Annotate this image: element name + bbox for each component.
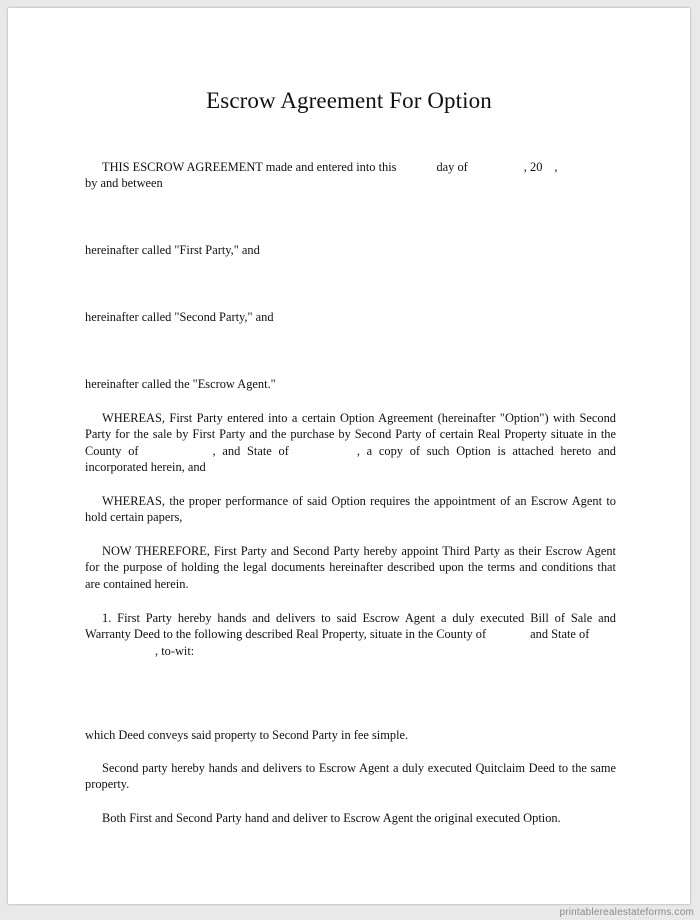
item-1-paragraph: 1. First Party hereby hands and delivers to said Escrow Agent a duly executed Bill of Sale and Warranty Deed to the following described Real Property, situate in the County of and State of , to-wit: bbox=[85, 611, 616, 658]
opening-paragraph: THIS ESCROW AGREEMENT made and entered into this day of , 20 , by and between bbox=[85, 160, 558, 191]
both-parties-paragraph: Both First and Second Party hand and deliver to Escrow Agent the original executed Option. bbox=[102, 811, 561, 825]
second-party-line: hereinafter called "Second Party," and bbox=[85, 310, 274, 324]
document-page bbox=[8, 8, 690, 904]
whereas-paragraph-2: WHEREAS, the proper performance of said Option requires the appointment of an Escrow Agent to hold certain papers, bbox=[85, 494, 616, 525]
escrow-agent-line: hereinafter called the "Escrow Agent." bbox=[85, 377, 276, 391]
now-therefore-paragraph: NOW THEREFORE, First Party and Second Party hereby appoint Third Party as their Escrow Agent for the purpose of holding the legal documents hereinafter described upon the terms and conditions that are contained herein. bbox=[85, 544, 616, 591]
first-party-line: hereinafter called "First Party," and bbox=[85, 243, 260, 257]
document-title: Escrow Agreement For Option bbox=[206, 88, 492, 113]
source-watermark: printablerealestateforms.com bbox=[559, 907, 694, 918]
quitclaim-paragraph: Second party hereby hands and delivers to Escrow Agent a duly executed Quitclaim Deed to the same property. bbox=[85, 761, 616, 792]
whereas-paragraph-1: WHEREAS, First Party entered into a certain Option Agreement (hereinafter "Option") with Second Party for the sale by First Party and the purchase by Second Party of certain Real Property situate in the County of , and State of , a copy of such Option is attached hereto and incorporated herein, and bbox=[85, 411, 616, 475]
deed-conveys-line: which Deed conveys said property to Second Party in fee simple. bbox=[85, 728, 409, 742]
